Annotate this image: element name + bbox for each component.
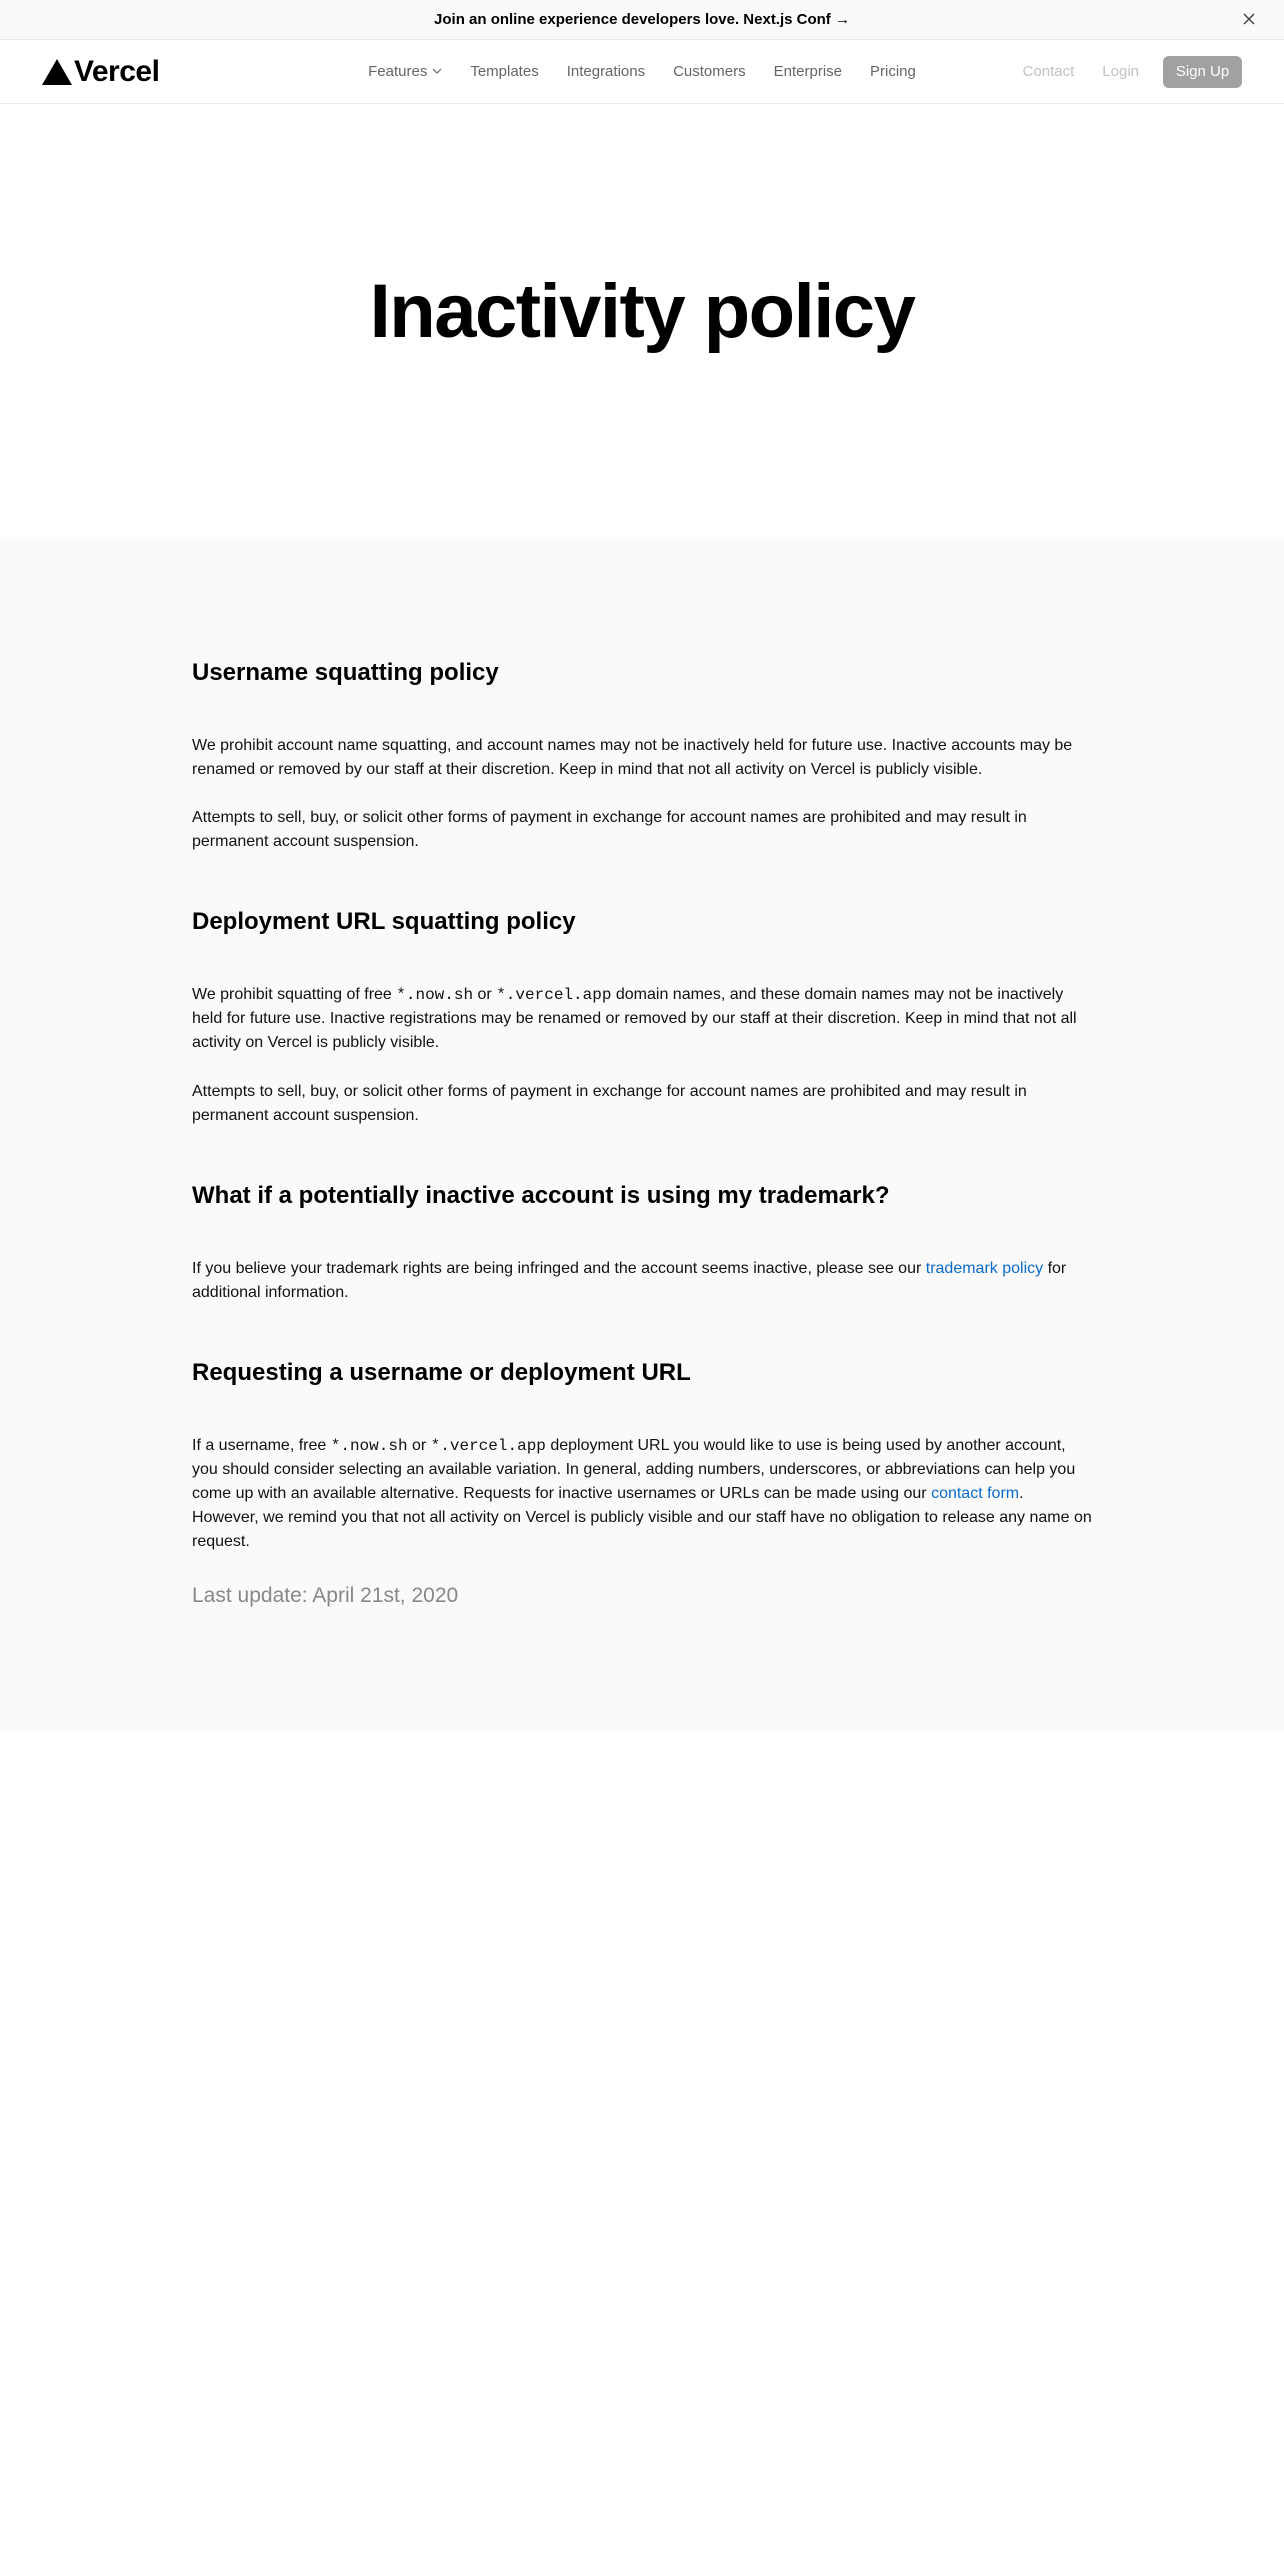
nav-item-label: Customers <box>673 63 746 80</box>
paragraph-text: or <box>473 986 497 1003</box>
nav-item-label: Enterprise <box>773 63 842 80</box>
triangle-logo-icon <box>42 59 72 85</box>
section-paragraph: Attempts to sell, buy, or solicit other forms of payment in exchange for account names are prohibited and may result in permanent account suspension. <box>192 1083 1027 1124</box>
announcement-banner[interactable] <box>0 0 1284 40</box>
paragraph-text: If a username, free <box>192 1437 331 1454</box>
section-heading: Deployment URL squatting policy <box>192 908 576 935</box>
section-heading: Username squatting policy <box>192 659 499 686</box>
logo-wordmark: Vercel <box>74 55 160 88</box>
section-heading: What if a potentially inactive account is using my trademark? <box>192 1182 890 1209</box>
section-paragraph <box>192 983 1092 1055</box>
section-paragraph <box>192 1257 1092 1305</box>
nav-item-label: Pricing <box>870 63 916 80</box>
nav-item-integrations[interactable] <box>553 63 659 80</box>
nav-item-enterprise[interactable] <box>760 63 856 80</box>
account-links <box>995 40 1242 103</box>
nav-item-label: Integrations <box>566 63 646 80</box>
section-paragraph: Attempts to sell, buy, or solicit other forms of payment in exchange for account names are prohibited and may result in permanent account suspension. <box>192 809 1027 850</box>
contact-link[interactable]: Contact <box>1022 63 1075 80</box>
contact-form-link[interactable]: contact form <box>931 1485 1020 1502</box>
paragraph-text: domain names, and these domain names may not be inactively held for future use. Inactive registrations may be renamed or removed by our staff at their discretion. Keep in mind that not all activity on Vercel is publicly visible. <box>192 986 1077 1051</box>
nav-item-label: Templates <box>470 63 539 80</box>
signup-button[interactable]: Sign Up <box>1163 56 1242 88</box>
domain-code: *.vercel.app <box>430 1437 546 1455</box>
hero <box>0 104 1284 537</box>
announcement-text[interactable]: Join an online experience developers love. Next.js Conf → <box>434 11 850 28</box>
page-title: Inactivity policy <box>369 269 915 354</box>
nav-item-customers[interactable] <box>659 63 760 80</box>
section-heading: Requesting a username or deployment URL <box>192 1359 691 1386</box>
section-paragraph <box>192 1434 1092 1554</box>
domain-code: *.now.sh <box>396 986 474 1004</box>
domain-code: *.now.sh <box>330 1437 408 1455</box>
paragraph-text: If you believe your trademark rights are being infringed and the account seems inactive, please see our <box>192 1260 926 1277</box>
chevron-down-icon <box>432 63 442 80</box>
paragraph-text: We prohibit squatting of free <box>192 986 397 1003</box>
nav-item-features[interactable] <box>354 63 456 80</box>
nav-item-pricing[interactable] <box>856 63 930 80</box>
login-link[interactable]: Login <box>1102 63 1139 80</box>
paragraph-text: or <box>407 1437 431 1454</box>
paragraph-text: for additional information. <box>192 1260 1067 1301</box>
section-paragraph: We prohibit account name squatting, and account names may not be inactively held for future use. Inactive accounts may be renamed or removed by our staff at their discretion. Keep in mind that not all activity on Vercel is publicly visible. <box>192 737 1073 778</box>
nav-item-label: Features <box>368 63 428 80</box>
top-navigation <box>0 40 1284 104</box>
close-icon[interactable] <box>1240 10 1258 28</box>
paragraph-text: . However, we remind you that not all activity on Vercel is publicly visible and our staff have no obligation to release any name on request. <box>192 1485 1092 1550</box>
policy-content <box>0 537 1284 1732</box>
last-update: Last update: April 21st, 2020 <box>192 1584 459 1607</box>
paragraph-text: deployment URL you would like to use is being used by another account, you should consider selecting an available variation. In general, adding numbers, underscores, or abbreviations can help you come up with an available alternative. Requests for inactive usernames or URLs can be made using our <box>192 1437 1076 1502</box>
domain-code: *.vercel.app <box>496 986 612 1004</box>
trademark-policy-link[interactable]: trademark policy <box>925 1260 1044 1277</box>
logo[interactable] <box>42 55 160 88</box>
nav-item-templates[interactable] <box>456 63 552 80</box>
